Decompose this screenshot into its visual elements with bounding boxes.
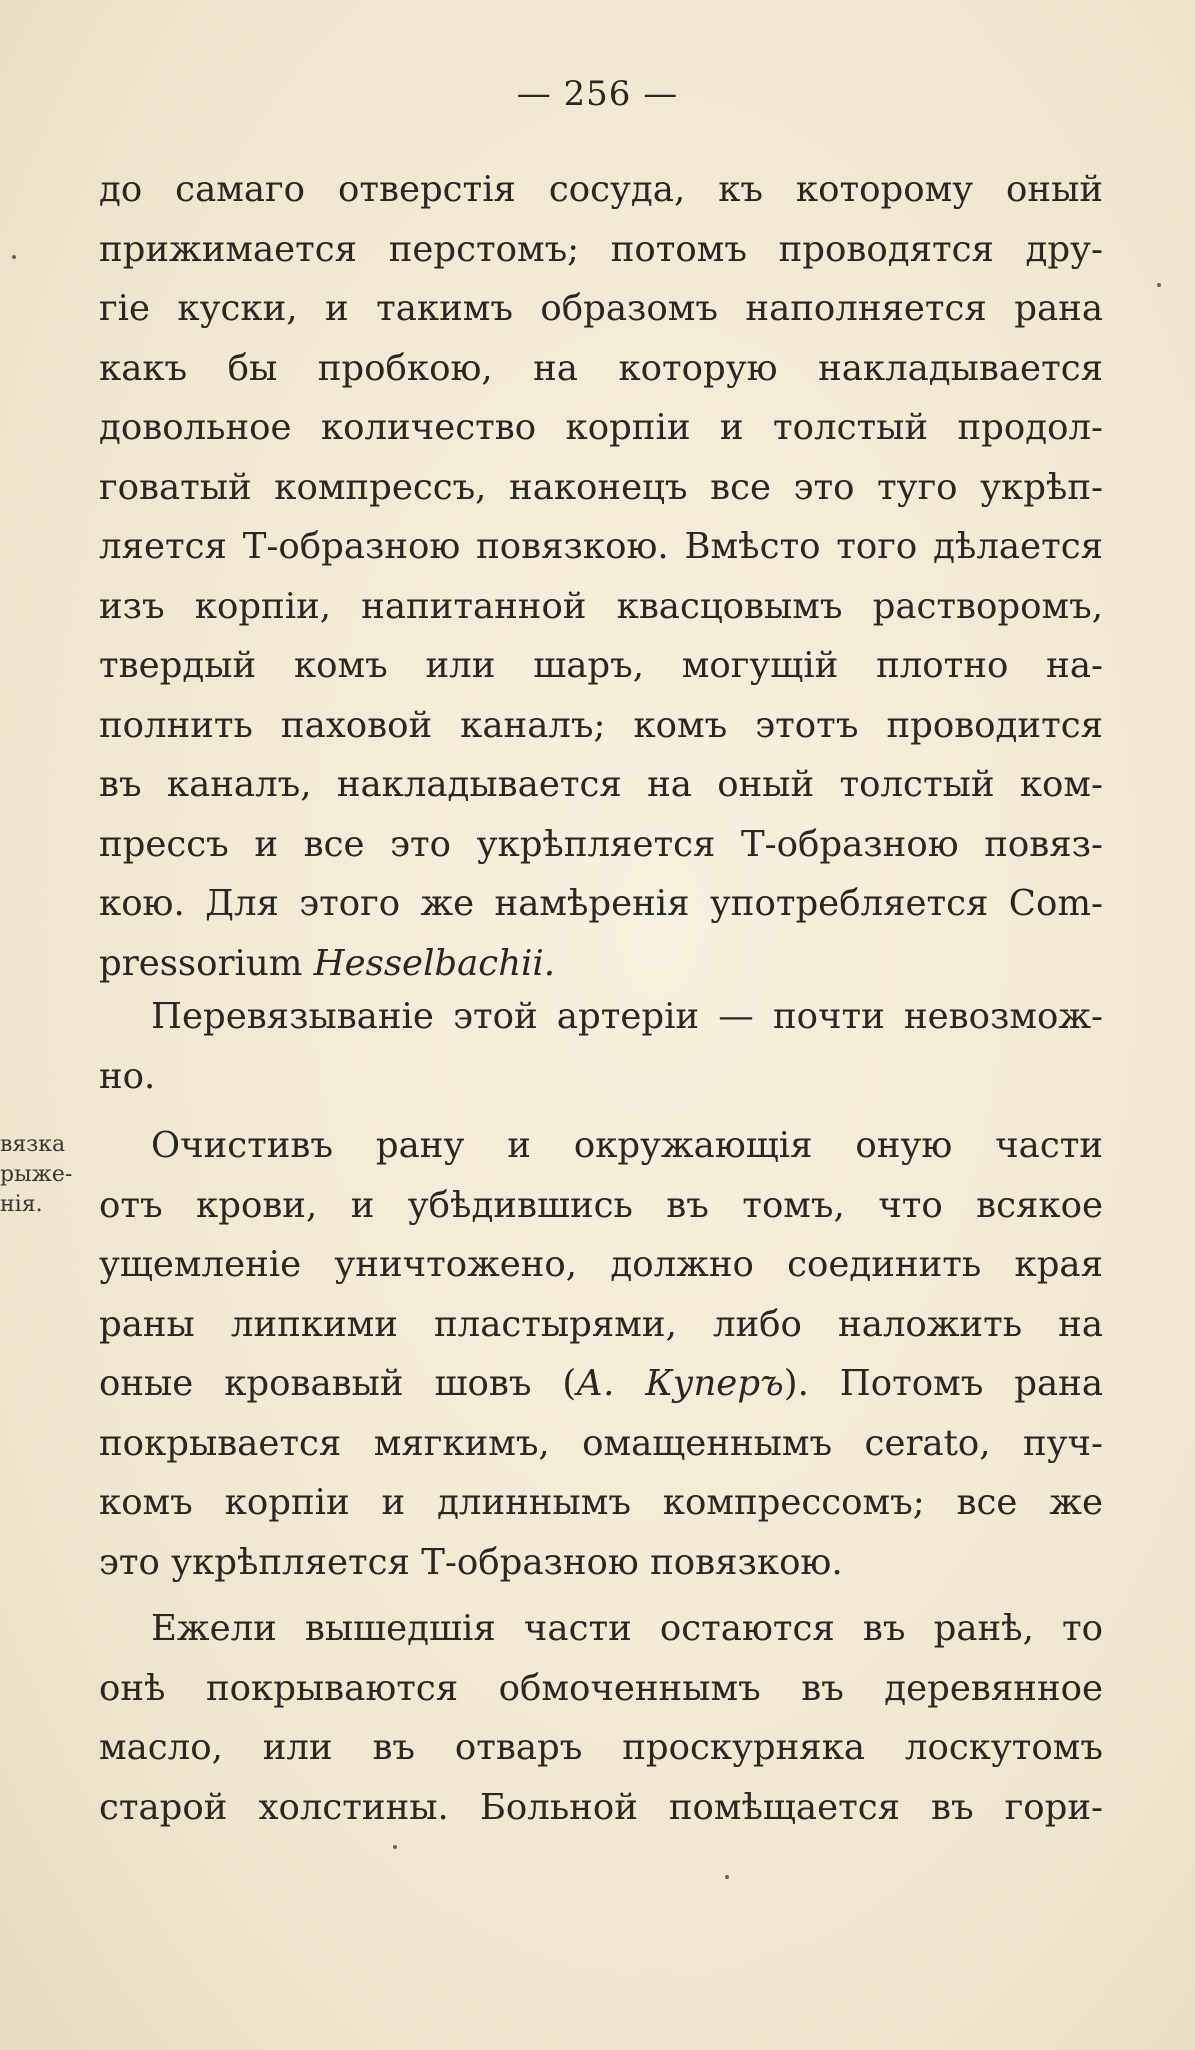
text-line: старой холстины. Больной помѣщается въ гори- (99, 1786, 1103, 1828)
paragraph-3 (99, 1116, 1103, 1592)
italic-citation: А. Куперъ (576, 1363, 784, 1404)
text-line: твердый комъ или шаръ, могущій плотно на- (99, 645, 1103, 686)
text-line: довольное количество корпіи и толстый продол- (99, 407, 1103, 448)
text-line: кою. Для этого же намѣренія употребляется Com- (99, 883, 1103, 924)
page-number: — 256 — (516, 74, 679, 114)
text-line: прессъ и все это укрѣпляется Т-образною повяз- (99, 823, 1103, 865)
text-line: онѣ покрываются обмоченнымъ въ деревянное (99, 1667, 1103, 1709)
margin-note-line: рыже- (0, 1162, 73, 1187)
paragraph-1 (99, 160, 1103, 993)
text-line: изъ корпіи, напитанной квасцовымъ растворомъ, (99, 585, 1103, 627)
paragraph-2 (99, 987, 1103, 1106)
paragraph-4 (99, 1599, 1103, 1837)
margin-note-line: нія. (0, 1192, 43, 1217)
paper-speck (393, 1845, 397, 1849)
text-line: до самаго отверстія сосуда, къ которому оный (99, 169, 1103, 210)
text-line: какъ бы пробкою, на которую накладывается (99, 347, 1103, 389)
text-line: pressorium Hesselbachii. (99, 942, 556, 984)
italic-name: Hesselbachii. (313, 942, 556, 984)
text-line: говатый компрессъ, наконецъ все это туго укрѣп- (99, 466, 1103, 508)
text-line: раны липкими пластырями, либо наложить на (99, 1303, 1103, 1345)
text-line: Перевязываніе этой артеріи — почти невозмож- (151, 996, 1103, 1037)
text-line: ляется Т-образною повязкою. Вмѣсто того дѣлается (99, 526, 1103, 567)
text-line: оные кровавый шовъ (А. Куперъ). Потомъ рана (99, 1363, 1103, 1404)
paper-speck (725, 1875, 729, 1879)
text-line: ущемленіе уничтожено, должно соединить края (99, 1244, 1103, 1285)
text-line: Очистивъ рану и окружающія оную части (151, 1125, 1103, 1166)
text-line: покрывается мягкимъ, омащеннымъ cerato, пуч- (99, 1422, 1103, 1464)
margin-note-line: вязка (0, 1132, 66, 1157)
text-line: Ежели вышедшія части остаются въ ранѣ, то (151, 1608, 1103, 1649)
text-line: масло, или въ отваръ проскурняка лоскутомъ (99, 1727, 1103, 1768)
text-line: въ каналъ, накладывается на оный толстый ком- (99, 764, 1103, 805)
text-line: но. (99, 1055, 156, 1097)
text-line: комъ корпіи и длиннымъ компрессомъ; все же (99, 1482, 1103, 1523)
text-line: отъ крови, и убѣдившись въ томъ, что всякое (99, 1184, 1103, 1226)
text-line: это укрѣпляется Т-образною повязкою. (99, 1541, 843, 1583)
text-line: прижимается перстомъ; потомъ проводятся дру- (99, 228, 1103, 270)
paper-speck (1157, 283, 1161, 287)
text-line: полнить паховой каналъ; комъ этотъ проводится (99, 704, 1103, 746)
text-line: гіе куски, и такимъ образомъ наполняется рана (99, 288, 1103, 329)
margin-note (0, 1130, 72, 1220)
paper-speck (12, 255, 16, 259)
